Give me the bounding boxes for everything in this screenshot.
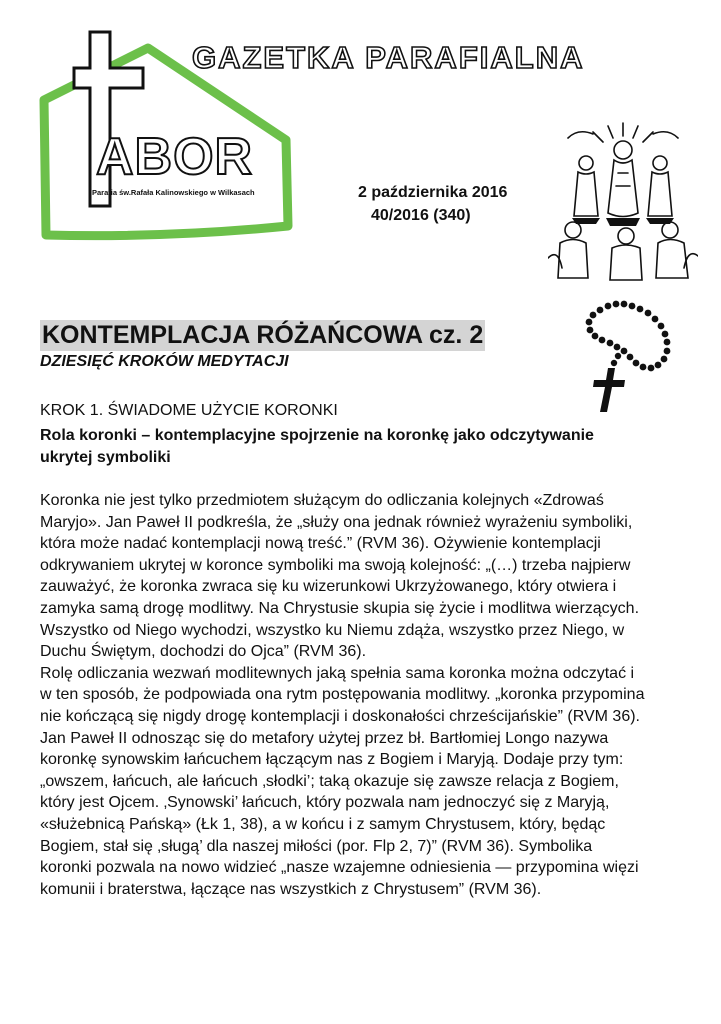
- issue-number: 40/2016 (340): [371, 207, 471, 224]
- masthead-title: GAZETKA PARAFIALNA: [192, 40, 585, 75]
- body-line: komunii i braterstwa, łączące nas wszystkich z Chrystusem” (RVM 36).: [40, 880, 542, 898]
- body-line: „owszem, łańcuch, ale łańcuch ‚słodki’; taką okazuje się zawsze relacja z Bogiem,: [40, 772, 619, 790]
- step-heading: KROK 1. ŚWIADOME UŻYCIE KORONKI: [40, 402, 338, 419]
- body-line: Rolę odliczania wezwań modlitewnych jaką spełnia sama koronka można odczytać i: [40, 664, 635, 682]
- body-line: «służebnicą Pańską» (Łk 1, 38), a w końcu i z samym Chrystusem, który, będąc: [40, 815, 606, 833]
- rosary-icon: [578, 300, 678, 415]
- body-line: odkrywaniem ukrytej w koronce symboliki ma swoją kolejność: „(…) trzeba najpierw: [40, 556, 631, 574]
- body-line: Maryjo». Jan Paweł II podkreśla, że „służy ona jednak również wyrażeniu symboliki,: [40, 513, 633, 531]
- step-subheading: Rola koronki – kontemplacyjne spojrzenie na koronkę jako odczytywanie ukrytej symboliki: [40, 427, 594, 466]
- body-line: koronkę synowskim łańcuchem łączącym nas z Bogiem i Maryją. Dodaje przy tym:: [40, 751, 624, 769]
- body-line: zamyka samą drogę modlitwy. Na Chrystusie skupia się życie i modlitwa wierzących.: [40, 599, 640, 617]
- body-line: Jan Paweł II odnosząc się do metafory użytej przez bł. Bartłomiej Longo nazywa: [40, 729, 609, 747]
- article-body: [40, 490, 685, 900]
- transfiguration-drawing: [548, 118, 698, 283]
- body-line: Koronka nie jest tylko przedmiotem służącym do odliczania kolejnych «Zdrowaś: [40, 492, 604, 509]
- logo-parish-subtitle: Parafia św.Rafała Kalinowskiego w Wilkasach: [92, 188, 255, 197]
- article-title: KONTEMPLACJA RÓŻAŃCOWA cz. 2: [42, 321, 484, 349]
- body-line: Wszystko od Niego wychodzi, wszystko ku Niemu zdąża, wszystko przez Niego, w: [40, 621, 625, 639]
- body-line: w ten sposób, że podpowiada ona rytm postępowania modlitwy. „koronka przypomina: [40, 686, 645, 704]
- body-line: Duchu Świętym, dochodzi do Ojca” (RVM 36).: [40, 643, 367, 661]
- body-line: koronki pozwala na nowo widzieć „nasze wzajemne odniesienia — przypomina więzi: [40, 859, 639, 877]
- body-line: który jest Ojcem. ‚Synowski’ łańcuch, który pozwala nam jednoczyć się z Maryją,: [40, 794, 610, 812]
- body-line: Bogiem, stał się ‚sługą’ dla naszej miłości (por. Flp 2, 7)” (RVM 36). Symbolika: [40, 837, 593, 855]
- body-line: która może nadać kontemplacji nową treść.” (RVM 36). Ożywienie kontemplacji: [40, 535, 601, 553]
- body-line: nie kończącą się nigdy drogę kontemplacji i doskonałości chrześcijańskie” (RVM 36).: [40, 707, 640, 725]
- logo-wordmark: ABOR: [96, 128, 254, 186]
- issue-date: 2 października 2016: [358, 184, 508, 201]
- body-line: zauważyć, że koronka zwraca się ku wizerunkowi Ukrzyżowanego, który otwiera i: [40, 578, 617, 596]
- article-subtitle: DZIESIĘĆ KROKÓW MEDYTACJI: [40, 353, 289, 370]
